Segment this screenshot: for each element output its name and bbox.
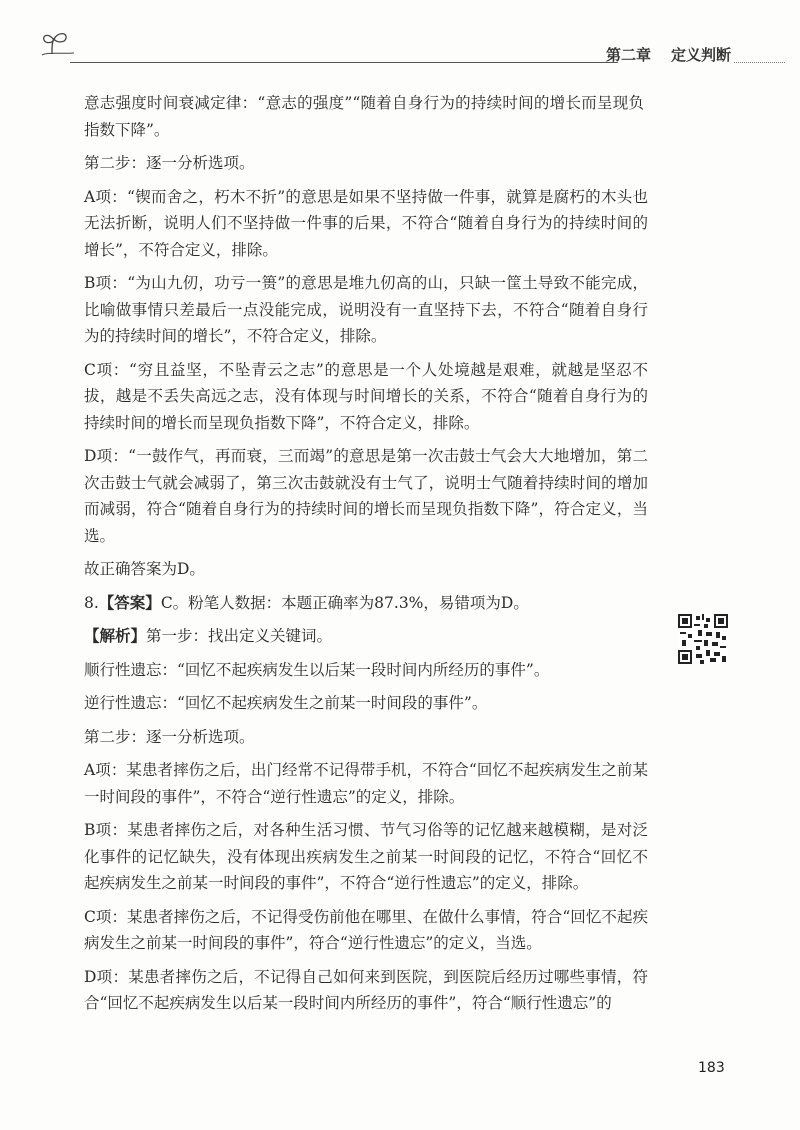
header-dotted-rule bbox=[734, 62, 785, 63]
paragraph: B项：某患者摔伤之后，对各种生活习惯、节气习俗等的记忆越来越模糊，是对泛化事件的记忆缺失，没有体现出疾病发生之前某一时间段的记忆，不符合“回忆不起疾病发生之前某一时间段的事件”，不符合“逆行性遗忘”的定义，排除。 bbox=[84, 821, 648, 892]
paragraph: 意志强度时间衰减定律：“意志的强度”“随着自身行为的持续时间的增长而呈现负指数下降”。 bbox=[84, 94, 644, 139]
paragraph: C项：“穷且益坚，不坠青云之志”的意思是一个人处境越是艰难，就越是坚忍不拔，越是不丢失高远之志，没有体现与时间增长的关系，不符合“随着自身行为的持续时间的增长而呈现负指数下降”，不符合定义，排除。 bbox=[84, 360, 648, 432]
paragraph: C项：某患者摔伤之后，不记得受伤前他在哪里、在做什么事情，符合“回忆不起疾病发生之前某一时间段的事件”，符合“逆行性遗忘”的定义，当选。 bbox=[84, 907, 648, 952]
answer-label: 【答案】 bbox=[98, 592, 161, 612]
answer-text: C。粉笔人数据：本题正确率为87.3%，易错项为D。 bbox=[160, 593, 529, 612]
paragraph: B项：“为山九仞，功亏一篑”的意思是堆九仞高的山，只缺一筐土导致不能完成，比喻做事情只差最后一点没能完成，说明没有一直坚持下去，不符合“随着自身行为的持续时间的增长”，不符合定义，排除。 bbox=[84, 274, 648, 345]
paragraph: 逆行性遗忘：“回忆不起疾病发生之前某一时间段的事件”。 bbox=[84, 694, 488, 712]
page-content bbox=[84, 90, 648, 1024]
paragraph: 第二步：逐一分析选项。 bbox=[84, 154, 255, 172]
paragraph: 顺行性遗忘：“回忆不起疾病发生以后某一段时间内所经历的事件”。 bbox=[84, 660, 550, 679]
qr-code-icon[interactable] bbox=[678, 614, 728, 664]
chapter-number: 第二章 bbox=[606, 46, 652, 64]
q8-answer bbox=[84, 590, 644, 617]
paragraph: D项：某患者摔伤之后，不记得自己如何来到医院，到医院后经历过哪些事情，符合“回忆不起疾病发生以后某一段时间内所经历的事件”，符合“顺行性遗忘”的 bbox=[84, 967, 648, 1012]
q8-number: 8. bbox=[84, 593, 99, 612]
analysis-label: 【解析】 bbox=[84, 626, 147, 645]
chapter-title bbox=[606, 44, 731, 65]
section-title: 定义判断 bbox=[671, 46, 732, 64]
sprout-icon bbox=[40, 30, 74, 56]
paragraph: 故正确答案为D。 bbox=[84, 560, 205, 578]
header-rule bbox=[70, 62, 618, 63]
paragraph: A项：某患者摔伤之后，出门经常不记得带手机，不符合“回忆不起疾病发生之前某一时间段的事件”，不符合“逆行性遗忘”的定义，排除。 bbox=[84, 761, 648, 806]
page-number: 183 bbox=[698, 1060, 725, 1076]
page-header bbox=[40, 28, 785, 68]
paragraph: D项：“一鼓作气，再而衰，三而竭”的意思是第一次击鼓士气会大大地增加，第二次击鼓士气就会减弱了，第三次击鼓就没有士气了，说明士气随着持续时间的增加而减弱，符合“随着自身行为的持续时间的增长而呈现负指数下降”，符合定义，当选。 bbox=[84, 447, 648, 545]
analysis-text: 第一步：找出定义关键词。 bbox=[146, 627, 333, 645]
q8-analysis bbox=[84, 623, 648, 650]
paragraph: 第二步：逐一分析选项。 bbox=[84, 727, 255, 746]
paragraph: A项：“锲而舍之，朽木不折”的意思是如果不坚持做一件事，就算是腐朽的木头也无法折断，说明人们不坚持做一件事的后果，不符合“随着自身行为的持续时间的增长”，不符合定义，排除。 bbox=[84, 187, 648, 259]
